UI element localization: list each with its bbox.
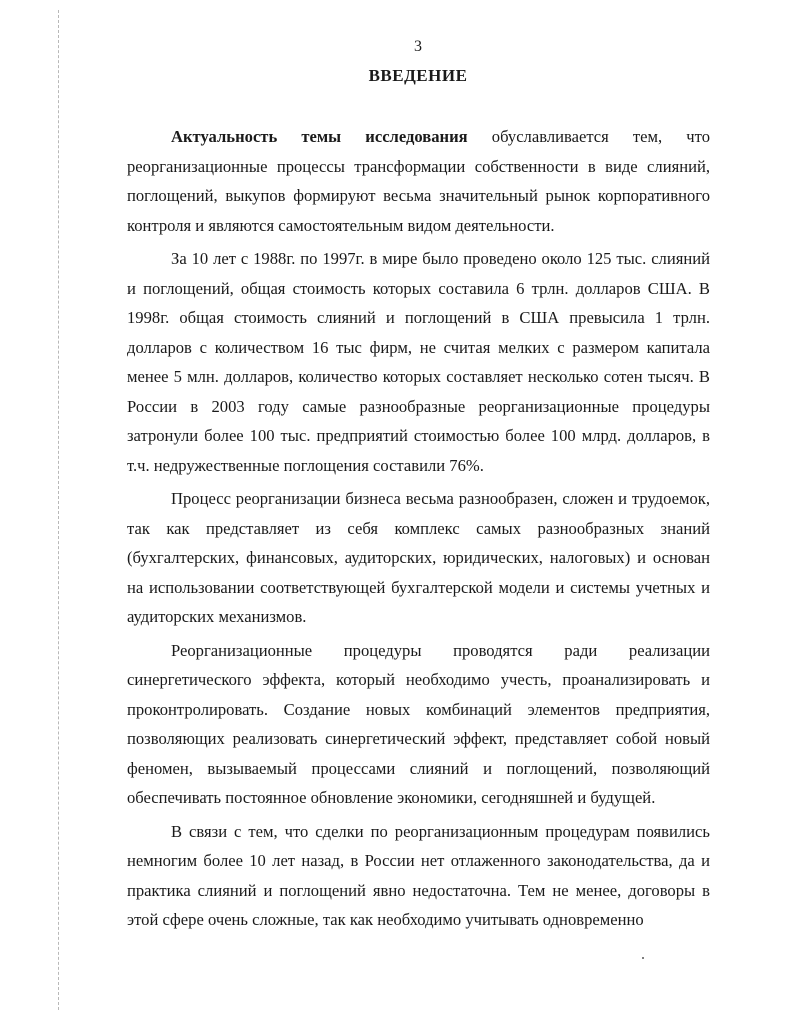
scan-edge-line (58, 10, 59, 1010)
body-text (127, 122, 710, 939)
paragraph-statistics: За 10 лет с 1988г. по 1997г. в мире было проведено около 125 тыс. слияний и поглощений, общая стоимость которых составила 6 трлн. долларов США. В 1998г. общая стоимость слияний и поглощений в США превысила 1 трлн. долларов с количеством 16 тыс фирм, не считая мелких с размером капитала менее 5 млн. долларов, количество которых составляет несколько сотен тысяч. В России в 2003 году самые разнообразные реорганизационные процедуры затронули более 100 тыс. предприятий стоимостью более 100 млрд. долларов, в т.ч. недружественные поглощения составили 76%. (127, 249, 710, 475)
page-number: 3 (414, 38, 422, 55)
paragraph-relevance (127, 122, 710, 240)
paragraph-synergy: Реорганизационные процедуры проводятся ради реализации синергетического эффекта, который необходимо учесть, проанализировать и проконтролировать. Создание новых комбинаций элементов предприятия, позволяющих реализовать синергетический эффект, представляет собой новый феномен, вызываемый процессами слияний и поглощений, позволяющий обеспечивать постоянное обновление экономики, сегодняшней и будущей. (127, 640, 710, 807)
relevance-text: обуславливается тем, что реорганизационные процессы трансформации собственности в виде слияний, поглощений, выкупов формируют весьма значительный рынок корпоративного контроля и являются самостоятельным видом деятельности. (127, 127, 710, 235)
scan-speck (642, 957, 644, 959)
relevance-lead: Актуальность темы исследования (171, 127, 468, 146)
paragraph-reorganization-process: Процесс реорганизации бизнеса весьма разнообразен, сложен и трудоемок, так как представляет из себя комплекс самых разнообразных знаний (бухгалтерских, финансовых, аудиторских, юридических, налоговых) и основан на использовании соответствующей бухгалтерской модели и системы учетных и аудиторских механизмов. (127, 489, 710, 626)
paragraph-legislation: В связи с тем, что сделки по реорганизационным процедурам появились немногим более 10 лет назад, в России нет отлаженного законодательства, да и практика слияний и поглощений явно недостаточна. Тем не менее, договоры в этой сфере очень сложные, так как необходимо учитывать одновременно (127, 821, 710, 929)
section-title: ВВЕДЕНИЕ (368, 66, 468, 85)
